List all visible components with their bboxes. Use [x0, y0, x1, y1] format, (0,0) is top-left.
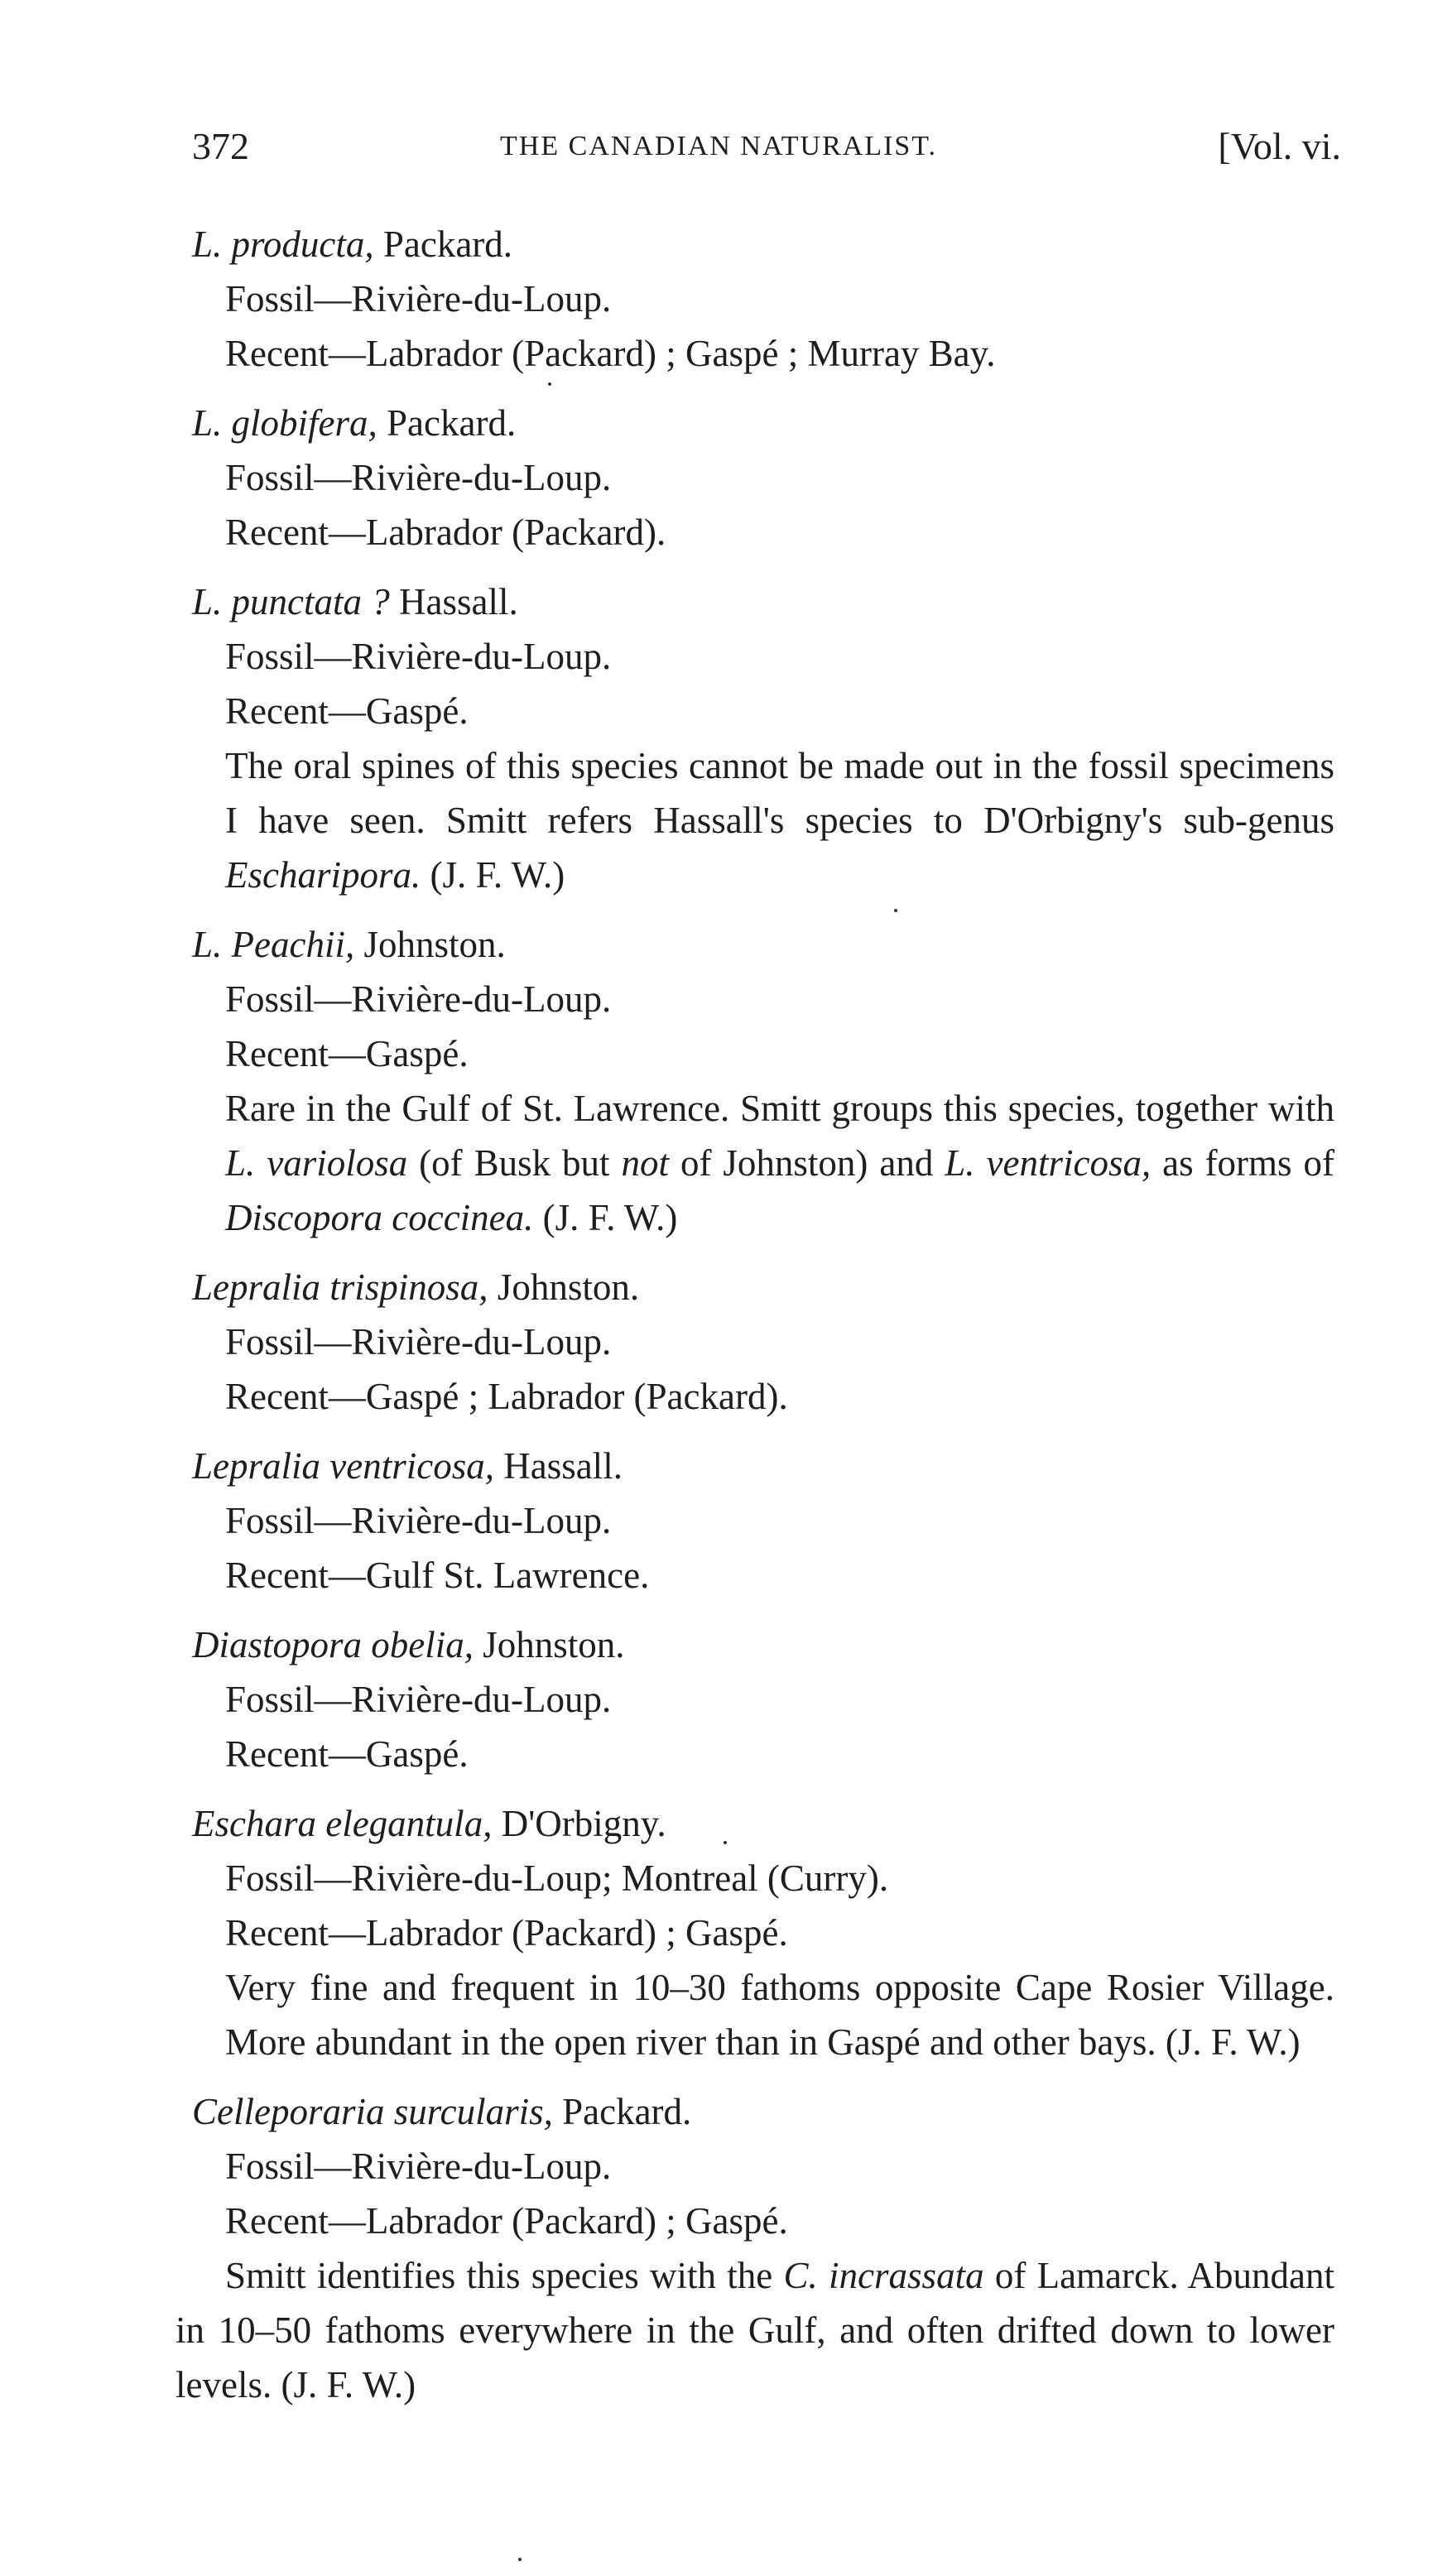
species-note [175, 738, 1334, 902]
note-italic: C. incrassata [783, 2255, 984, 2296]
note-text: (J. F. W.) [421, 854, 565, 896]
species-heading [175, 1260, 1334, 1314]
species-author: Packard. [552, 2091, 692, 2132]
recent-locality: Recent—Labrador (Packard). [225, 512, 666, 553]
volume-label: [Vol. vi. [1218, 125, 1341, 167]
species-note [175, 1960, 1334, 2069]
species-author: Johnston. [474, 1624, 625, 1665]
note-text: (of Busk but [407, 1142, 622, 1184]
species-name: Eschara elegantula, [192, 1803, 493, 1844]
fossil-locality: Fossil—Rivière-du-Loup. [225, 457, 612, 498]
species-name: Lepralia trispinosa, [192, 1266, 488, 1308]
species-name: Lepralia ventricosa, [192, 1445, 494, 1487]
species-heading [175, 217, 1334, 272]
note-italic: Discopora coccinea. [225, 1197, 534, 1238]
recent-locality: Recent—Gaspé ; Labrador (Packard). [225, 1376, 788, 1417]
species-entry [175, 1796, 1334, 2069]
species-heading [175, 2084, 1334, 2139]
note-text: Very fine and frequent in 10–30 fathoms opposite Cape Rosier Village. More abundant in the open river than in Gaspé and other bays. (J. F. W.) [225, 1967, 1334, 2063]
note-text: Rare in the Gulf of St. Lawrence. Smitt groups this species, together with [225, 1088, 1334, 1129]
species-name: L. Peachii, [192, 924, 355, 965]
page-number: 372 [192, 125, 249, 167]
note-italic: not [621, 1142, 670, 1184]
print-speck [548, 382, 551, 386]
fossil-locality: Fossil—Rivière-du-Loup. [225, 1500, 612, 1541]
species-entry [175, 1260, 1334, 1424]
recent-locality: Recent—Gaspé. [225, 1033, 469, 1074]
species-heading [175, 574, 1334, 629]
note-text: The oral spines of this species cannot be made out in the fossil specimens I have seen. Smitt refers Hassall's species to D'Orbigny's sub-genus [225, 745, 1334, 841]
species-author: Johnston. [354, 924, 506, 965]
print-speck [518, 2558, 522, 2561]
species-author: Hassall. [389, 581, 518, 622]
species-note [175, 2248, 1334, 2412]
species-entry [175, 2084, 1334, 2412]
species-entry [175, 917, 1334, 1245]
print-speck [894, 909, 897, 912]
recent-locality: Recent—Gaspé. [225, 1733, 469, 1775]
species-name: Celleporaria surcularis, [192, 2091, 553, 2132]
note-italic: Escharipora. [225, 854, 421, 896]
species-heading [175, 917, 1334, 972]
note-italic: L. variolosa [225, 1142, 408, 1184]
fossil-locality: Fossil—Rivière-du-Loup. [225, 278, 612, 320]
species-name: L. punctata ? [192, 581, 390, 622]
note-text: (J. F. W.) [533, 1197, 678, 1238]
note-italic: L. ventricosa, [945, 1142, 1152, 1184]
species-entry [175, 1617, 1334, 1781]
species-name: Diastopora obelia, [192, 1624, 474, 1665]
fossil-locality: Fossil—Rivière-du-Loup. [225, 636, 612, 677]
recent-locality: Recent—Labrador (Packard) ; Gaspé ; Murray Bay. [225, 333, 996, 374]
note-text: of Lamarck. Abundant in 10–50 fathoms everywhere in the Gulf, and often drifted down to lower levels. (J. F. W.) [175, 2255, 1334, 2405]
species-list [175, 217, 1334, 2427]
fossil-locality: Fossil—Rivière-du-Loup. [225, 1321, 612, 1362]
fossil-locality: Fossil—Rivière-du-Loup. [225, 978, 612, 1020]
species-entry [175, 1439, 1334, 1603]
fossil-locality: Fossil—Rivière-du-Loup; Montreal (Curry). [225, 1858, 889, 1899]
species-author: Hassall. [493, 1445, 623, 1487]
species-heading [175, 1796, 1334, 1851]
recent-locality: Recent—Labrador (Packard) ; Gaspé. [225, 2200, 788, 2242]
recent-locality: Recent—Gulf St. Lawrence. [225, 1555, 650, 1596]
species-heading [175, 396, 1334, 450]
species-heading [175, 1439, 1334, 1493]
fossil-locality: Fossil—Rivière-du-Loup. [225, 2146, 612, 2187]
note-text: as forms of [1151, 1142, 1334, 1184]
species-note [175, 1081, 1334, 1245]
species-name: L. producta, [192, 223, 374, 265]
fossil-locality: Fossil—Rivière-du-Loup. [225, 1679, 612, 1720]
recent-locality: Recent—Labrador (Packard) ; Gaspé. [225, 1912, 788, 1954]
note-text: Smitt identifies this species with the [225, 2255, 784, 2296]
species-entry [175, 217, 1334, 381]
page-header [192, 124, 1341, 182]
species-heading [175, 1617, 1334, 1672]
print-speck [724, 1841, 727, 1844]
species-entry [175, 574, 1334, 902]
note-text: of Johnston) and [669, 1142, 945, 1184]
species-author: Johnston. [488, 1266, 640, 1308]
species-entry [175, 396, 1334, 560]
species-author: D'Orbigny. [492, 1803, 666, 1844]
running-title: THE CANADIAN NATURALIST. [500, 131, 938, 161]
species-author: Packard. [377, 402, 517, 444]
species-author: Packard. [373, 223, 513, 265]
species-name: L. globifera, [192, 402, 377, 444]
recent-locality: Recent—Gaspé. [225, 690, 469, 732]
